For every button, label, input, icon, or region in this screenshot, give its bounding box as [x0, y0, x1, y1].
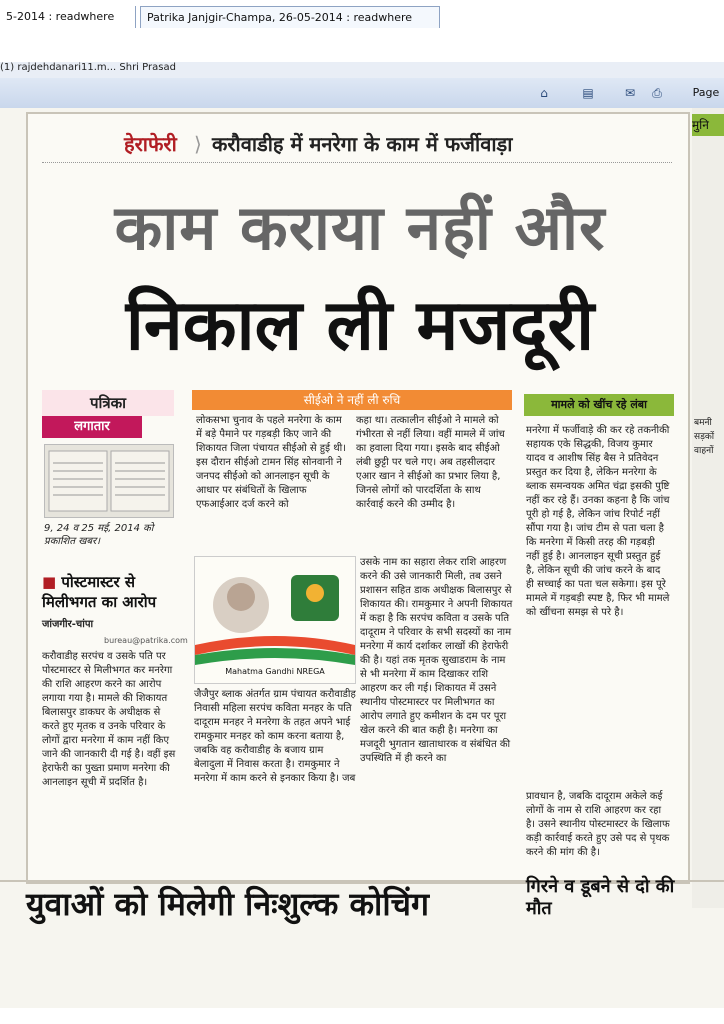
column-4-tail: प्रावधान है, जबकि दादूराम अकेले कई लोगों के नाम से राशि आहरण कर रहा है। उसने स्थानीय पोस्टमास्टर के खिलाफ कड़ी कार्रवाई करते हुए उसे पद से पृथक करने की मांग की है। [526, 791, 670, 858]
mail-icon[interactable]: ✉ [624, 86, 636, 100]
subhead-text: पोस्टमास्टर से मिलीभगत का आरोप [42, 573, 157, 611]
subhead-bullet: ■ [42, 573, 62, 591]
dateline: जांजगीर-चांपा [42, 619, 94, 630]
headline-line-1: काम कराया नहीं और [114, 191, 606, 264]
previous-clipping-image [44, 444, 174, 518]
patrika-label: पत्रिका [42, 390, 174, 416]
article-kicker: हेराफेरी [124, 132, 177, 156]
clipping-thumbnail-icon [45, 445, 173, 517]
browser-tab-active[interactable]: Patrika Janjgir-Champa, 26-05-2014 : readwhere [140, 6, 440, 28]
column-4-body: मनरेगा में फर्जीवाड़े की कर रहे तकनीकी सहायक एके सिद्धकी, विजय कुमार यादव व आशीष सिंह बैस ने प्रतिवेदन प्रस्तुत कर दिया है, लेकिन मनरेगा के ब्लाक समन्वयक अमित चंद्रा इसकी पुष्टि नहीं कर रहे हैं। उनका कहना है कि जांच पूरी हो गई है, लेकिन जांच रिपोर्ट नहीं सौंपा गया है। जांच टीम से पता चला है कि मनरेगा में किसी तरह की गड़बड़ी नहीं हुई है। आनलाइन सूची प्रस्तुत हुई है, लेकिन सूची की जांच करने के बाद ही सच्चाई का पता चल सकेगा। इस पूरे मामले में गड़बड़ी स्पष्ट है, फिर भी मामले को खींचना समझ से परे है। [526, 425, 670, 618]
page-menu-button[interactable]: Page [692, 86, 720, 99]
article-kicker-title: करौवाडीह में मनरेगा के काम में फर्जीवाड़ा [212, 132, 513, 156]
bottom-headline: युवाओं को मिलेगी निःशुल्क कोचिंग [26, 885, 429, 923]
print-icon[interactable]: ⎙ [652, 86, 662, 100]
browser-tab-previous[interactable]: 5-2014 : readwhere [0, 6, 136, 28]
section-subhead [42, 572, 182, 612]
rss-icon[interactable]: ▤ [582, 86, 594, 100]
kicker-divider [42, 162, 672, 163]
bureau-email[interactable]: bureau@patrika.com [104, 636, 188, 645]
adjacent-article-tag: मुनि [692, 114, 724, 136]
column-2-body: जैजैपुर ब्लाक अंतर्गत ग्राम पंचायत करौवाडीह निवासी महिला सरपंच कविता मनहर के पति दादूराम मनहर ने मनरेगा के तहत अपने भाई रामकुमार मनहर को काम करना बताया है, जबकि वह करौवाडीह के बजाय ग्राम बेलादुला में निवास करता है। रामकुमार ने मनरेगा में काम करने से इनकार किया है। जब [194, 689, 356, 784]
bottom-right-headline: गिरने व डूबने से दो की मौत [526, 876, 675, 919]
home-icon[interactable]: ⌂ [540, 86, 548, 100]
headline-line-2: निकाल ली मजदूरी [125, 284, 595, 366]
lagatar-badge: लगातार [42, 416, 142, 438]
adjacent-article-snippet: बमनी सड़कों वाहनों [694, 418, 715, 456]
ceo-text-left: लोकसभा चुनाव के पहले मनरेगा के काम में बड़े पैमाने पर गड़बड़ी किए जाने की शिकायत जिला पंचायत सीईओ से हुई थी। इस दौरान सीईओ टामन सिंह सोनवानी ने जनपद सीईओ को आनलाइन सूची के आधार पर संबंधितों के खिलाफ एफआईआर दर्ज करने को [196, 415, 346, 510]
nrega-logo-icon [195, 557, 355, 683]
kicker-separator: ⟩ [194, 132, 202, 156]
browser-bookmarks-strip: (1) rajdehdanari11.m... Shri Prasad [0, 62, 724, 78]
column-3-body: उसके नाम का सहारा लेकर राशि आहरण करने की उसे जानकारी मिली, तब उसने प्रशासन सहित डाक अधीक्षक बिलासपुर से शिकायत की। रामकुमार ने अपनी शिकायत में कहा है कि सरपंच कविता व उसके पति दादूराम ने परिवार के सभी सदस्यों का नाम मनरेगा में कार्य दर्शाकर लाखों की हेराफेरी की है। यहां तक मृतक सुखाडराम के नाम से भी मनरेगा में काम दिखाकर राशि आहरण कर ली गई। शिकायत में उसने स्थानीय पोस्टमास्टर पर मिलीभगत का आरोप लगाते हुए कमीशन के दम पर पूरा खेल करने की बात कही है। मनरेगा का मजदूरी भुगतान खाताधारक व संबंधित की उपस्थिति में ही करने का [360, 557, 513, 764]
gandhi-nrega-photo [194, 556, 356, 684]
browser-tab-bar [0, 78, 724, 109]
ceo-text-right: कहा था। तत्कालीन सीईओ ने मामले को गंभीरता से नहीं लिया। वहीं मामले में जांच का हवाला दिया गया। इसके बाद सीईओ लंबी छुट्टी पर चले गए। अब तहसीलदार एआर खान ने सीईओ का प्रभार लिया है, जिनसे लोगों को पारदर्शिता के साथ कार्रवाई करने की उम्मीद है। [356, 415, 505, 510]
mamle-section-banner: मामले को खींच रहे लंबा [524, 394, 674, 416]
adjacent-article-strip [692, 108, 724, 908]
column-1-body: करौवाडीह सरपंच व उसके पति पर पोस्टमास्टर से मिलीभगत कर मनरेगा की राशि आहरण करने का आरोप लगाया गया है। मामले की शिकायत बिलासपुर डाकघर के अधीक्षक से करते हुए मृतक व उनके परिवार के लोगों द्वारा मनरेगा में काम नहीं किए जाने की जानकारी दी गई है। वहीं इस हेराफेरी का पुख्ता प्रमाण मनरेगा की आनलाइन सूची में प्रदर्शित है। [42, 651, 176, 788]
clipping-caption: 9, 24 व 25 मई, 2014 को प्रकाशित खबर। [44, 523, 154, 547]
ceo-section-banner: सीईओ ने नहीं ली रुचि [192, 390, 512, 410]
photo-caption: Mahatma Gandhi NREGA [225, 667, 325, 676]
